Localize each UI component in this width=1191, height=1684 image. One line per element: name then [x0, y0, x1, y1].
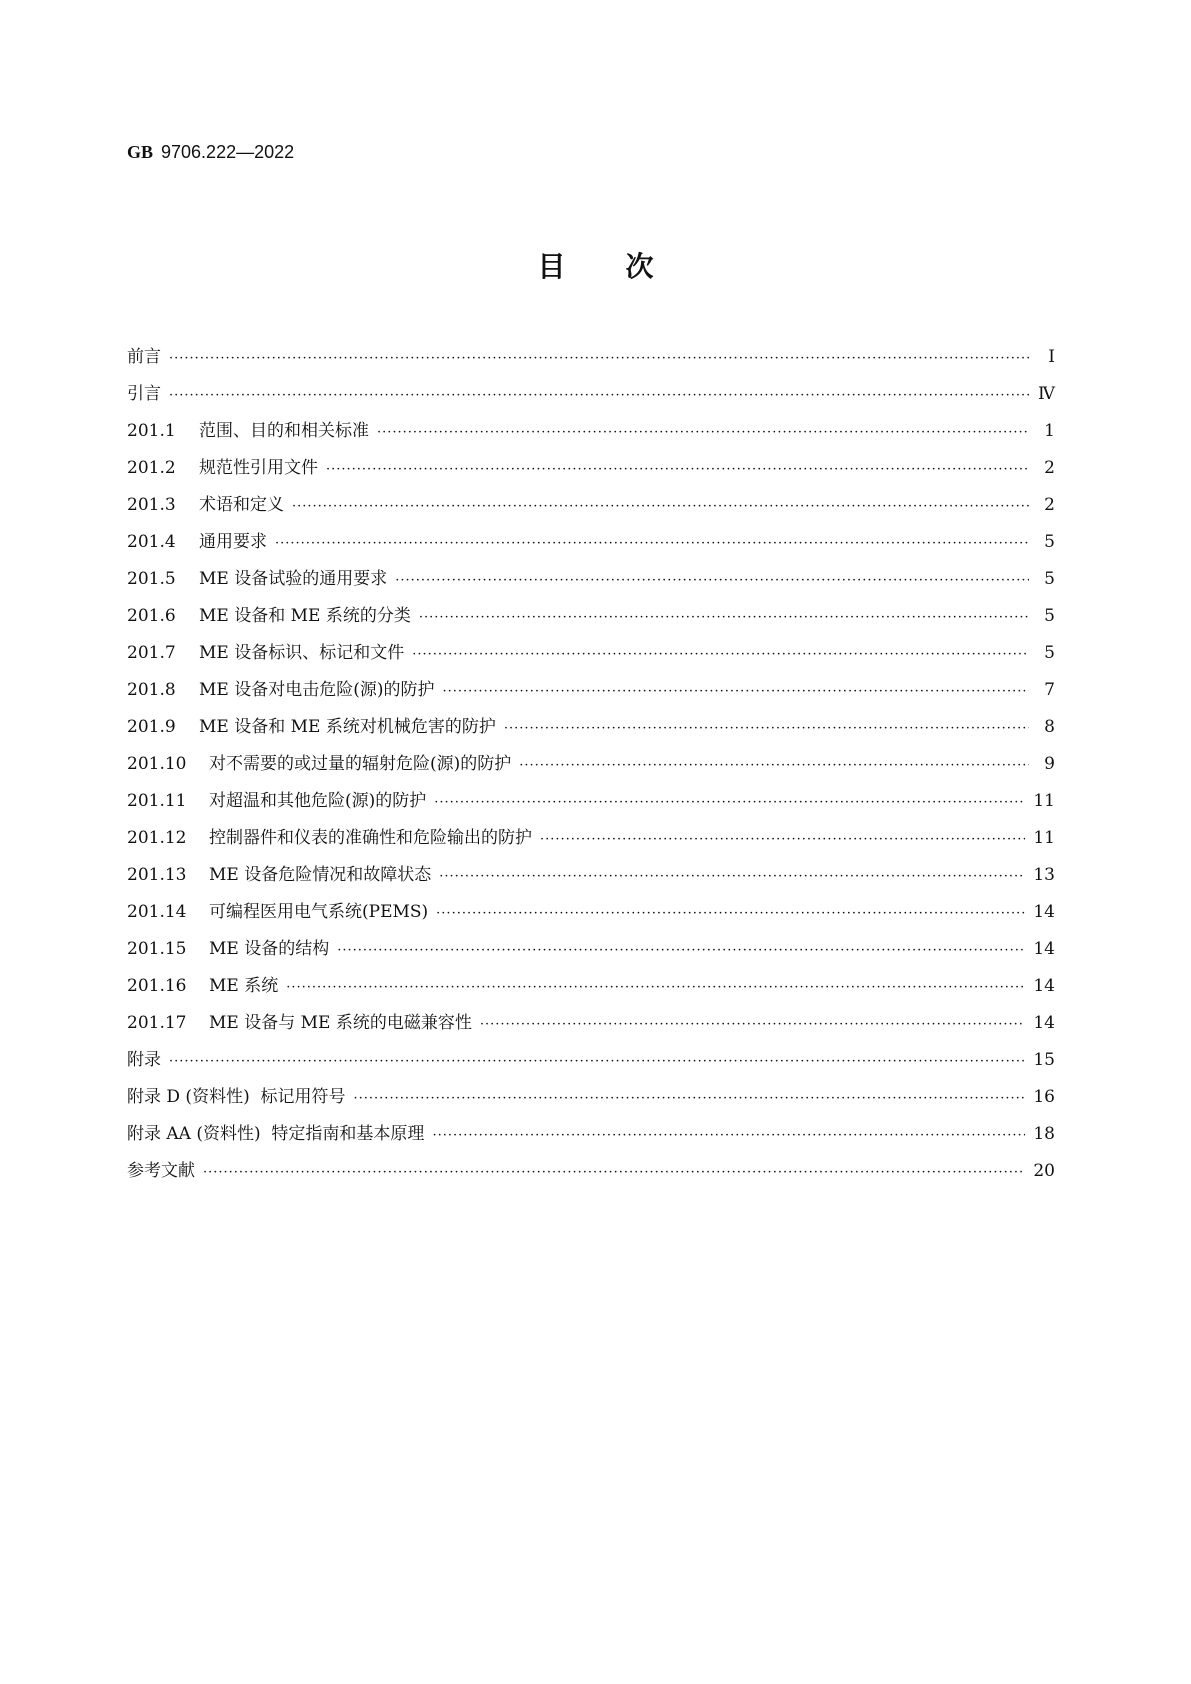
toc-entry-number: 201.13 — [127, 865, 187, 885]
toc-entry-number: 201.12 — [127, 828, 187, 848]
toc-entry[interactable] — [127, 1045, 1055, 1082]
toc-entry-label: 规范性引用文件 — [199, 458, 318, 478]
toc-entry[interactable] — [127, 675, 1055, 712]
dot-leader — [169, 1054, 1025, 1069]
toc-entry-number: 201.8 — [127, 680, 176, 700]
dot-leader — [169, 351, 1029, 366]
toc-entry-label: 附录 — [127, 1050, 161, 1070]
toc-entry[interactable] — [127, 934, 1055, 971]
toc-entry-label: ME 设备试验的通用要求 — [199, 569, 388, 589]
toc-entry-page: 13 — [1033, 865, 1055, 885]
toc-entry-label: ME 设备危险情况和故障状态 — [209, 865, 432, 885]
dot-leader — [354, 1091, 1026, 1106]
toc-entry-page: 11 — [1033, 791, 1055, 811]
dot-leader — [434, 795, 1025, 810]
dot-leader — [377, 425, 1029, 440]
toc-entry-page: 2 — [1044, 458, 1055, 478]
toc-entry-page: Ⅰ — [1048, 347, 1055, 367]
dot-leader — [540, 832, 1025, 847]
toc-entry-label: 控制器件和仪表的准确性和危险输出的防护 — [209, 828, 532, 848]
toc-entry-number: 201.5 — [127, 569, 176, 589]
toc-entry-page: 5 — [1044, 532, 1055, 552]
toc-entry-number: 201.3 — [127, 495, 176, 515]
toc-entry-number: 201.11 — [127, 791, 187, 811]
toc-entry[interactable] — [127, 1119, 1055, 1156]
toc-entry-page: 11 — [1033, 828, 1055, 848]
dot-leader — [412, 647, 1029, 662]
toc-entry-label: 范围、目的和相关标准 — [199, 421, 369, 441]
toc-entry-number: 201.16 — [127, 976, 187, 996]
toc-entry-page: 9 — [1044, 754, 1055, 774]
toc-entry[interactable] — [127, 823, 1055, 860]
dot-leader — [504, 721, 1029, 736]
toc-entry-label: 可编程医用电气系统(PEMS) — [209, 902, 429, 922]
toc-entry[interactable] — [127, 638, 1055, 675]
toc-entry-label: ME 设备标识、标记和文件 — [199, 643, 405, 663]
toc-entry[interactable] — [127, 601, 1055, 638]
dot-leader — [203, 1165, 1025, 1180]
toc-entry[interactable] — [127, 564, 1055, 601]
toc-entry[interactable] — [127, 342, 1055, 379]
dot-leader — [439, 869, 1025, 884]
toc-entry-page: 2 — [1044, 495, 1055, 515]
toc-entry[interactable] — [127, 527, 1055, 564]
toc-entry-label: 对超温和其他危险(源)的防护 — [209, 791, 427, 811]
toc-entry-label: 附录 AA (资料性) 特定指南和基本原理 — [127, 1124, 425, 1144]
dot-leader — [395, 573, 1029, 588]
toc-entry[interactable] — [127, 1008, 1055, 1045]
document-header — [127, 142, 294, 163]
dot-leader — [436, 906, 1025, 921]
dot-leader — [286, 980, 1025, 995]
toc-entry-page: 1 — [1044, 421, 1055, 441]
dot-leader — [419, 610, 1029, 625]
toc-entry-label: 前言 — [127, 347, 161, 367]
toc-entry[interactable] — [127, 490, 1055, 527]
toc-entry[interactable] — [127, 1082, 1055, 1119]
table-of-contents — [127, 342, 1055, 1193]
toc-entry-page: 14 — [1033, 1013, 1055, 1033]
toc-entry-label: ME 设备与 ME 系统的电磁兼容性 — [209, 1013, 472, 1033]
dot-leader — [337, 943, 1025, 958]
toc-entry-page: Ⅳ — [1038, 384, 1055, 404]
dot-leader — [480, 1017, 1026, 1032]
toc-entry-page: 5 — [1044, 643, 1055, 663]
toc-entry-page: 14 — [1033, 976, 1055, 996]
page-title: 目次 — [537, 250, 714, 283]
dot-leader — [326, 462, 1029, 477]
toc-entry-label: 对不需要的或过量的辐射危险(源)的防护 — [209, 754, 512, 774]
toc-entry-page: 20 — [1033, 1161, 1055, 1181]
toc-entry-page: 18 — [1033, 1124, 1055, 1144]
toc-entry-page: 5 — [1044, 606, 1055, 626]
toc-entry[interactable] — [127, 860, 1055, 897]
toc-entry[interactable] — [127, 1156, 1055, 1193]
toc-entry-label: 通用要求 — [199, 532, 267, 552]
toc-entry-page: 5 — [1044, 569, 1055, 589]
toc-entry[interactable] — [127, 453, 1055, 490]
toc-entry-label: ME 设备的结构 — [209, 939, 330, 959]
toc-entry-label: 术语和定义 — [199, 495, 284, 515]
toc-entry-label: ME 设备和 ME 系统对机械危害的防护 — [199, 717, 496, 737]
toc-entry[interactable] — [127, 786, 1055, 823]
toc-entry-page: 8 — [1044, 717, 1055, 737]
toc-entry-label: ME 设备对电击危险(源)的防护 — [199, 680, 435, 700]
dot-leader — [292, 499, 1029, 514]
toc-entry-label: ME 设备和 ME 系统的分类 — [199, 606, 411, 626]
dot-leader — [442, 684, 1029, 699]
dot-leader — [275, 536, 1029, 551]
standard-prefix: GB — [127, 142, 154, 162]
toc-entry[interactable] — [127, 897, 1055, 934]
toc-entry-page: 14 — [1033, 902, 1055, 922]
toc-entry-number: 201.17 — [127, 1013, 187, 1033]
toc-entry-page: 7 — [1044, 680, 1055, 700]
dot-leader — [169, 388, 1029, 403]
toc-entry-number: 201.10 — [127, 754, 187, 774]
toc-entry-number: 201.15 — [127, 939, 187, 959]
toc-entry-number: 201.14 — [127, 902, 187, 922]
toc-entry-number: 201.4 — [127, 532, 176, 552]
toc-entry-page: 15 — [1033, 1050, 1055, 1070]
toc-entry-label: 附录 D (资料性) 标记用符号 — [127, 1087, 346, 1107]
toc-entry-label: 引言 — [127, 384, 161, 404]
standard-code: 9706.222—2022 — [161, 142, 295, 162]
toc-entry-label: 参考文献 — [127, 1161, 195, 1181]
toc-entry[interactable] — [127, 712, 1055, 749]
toc-entry[interactable] — [127, 971, 1055, 1008]
toc-entry-number: 201.6 — [127, 606, 176, 626]
toc-entry[interactable] — [127, 379, 1055, 416]
dot-leader — [432, 1128, 1025, 1143]
toc-entry-number: 201.2 — [127, 458, 176, 478]
toc-entry-page: 14 — [1033, 939, 1055, 959]
dot-leader — [519, 758, 1029, 773]
toc-entry[interactable] — [127, 416, 1055, 453]
toc-entry[interactable] — [127, 749, 1055, 786]
toc-entry-page: 16 — [1033, 1087, 1055, 1107]
toc-entry-number: 201.1 — [127, 421, 176, 441]
toc-entry-number: 201.9 — [127, 717, 176, 737]
toc-entry-number: 201.7 — [127, 643, 176, 663]
toc-entry-label: ME 系统 — [209, 976, 279, 996]
